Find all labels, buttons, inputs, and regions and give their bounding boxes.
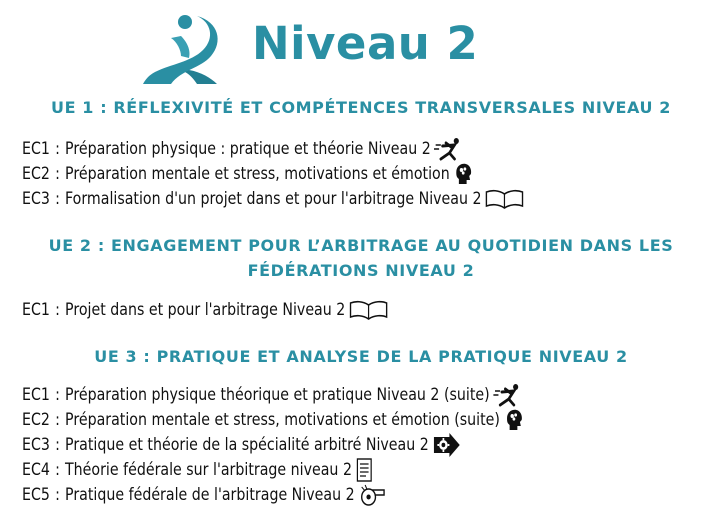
runner-icon	[434, 137, 463, 161]
ec-separator: :	[55, 410, 60, 429]
ec-code: EC2	[22, 410, 50, 429]
list-item	[22, 136, 524, 161]
list-item	[22, 482, 524, 507]
ec-label: Théorie fédérale sur l'arbitrage niveau 2	[65, 460, 352, 479]
ue2-ec-list	[22, 297, 448, 322]
list-item	[22, 407, 524, 432]
list-item	[22, 457, 524, 482]
ec-code: EC1	[22, 300, 50, 319]
ec-separator: :	[55, 435, 60, 454]
ec-code: EC4	[22, 460, 50, 479]
ec-separator: :	[55, 139, 60, 158]
open-book-icon	[349, 299, 389, 321]
list-item	[22, 297, 388, 322]
ue3-heading: UE 3 : PRATIQUE ET ANALYSE DE LA PRATIQUE NIVEAU 2	[94, 347, 628, 366]
header	[0, 0, 722, 90]
list-item	[22, 432, 524, 457]
ec-separator: :	[55, 460, 60, 479]
ec-code: EC2	[22, 164, 50, 183]
ue2-heading-line1: UE 2 : ENGAGEMENT POUR L’ARBITRAGE AU QUOTIDIEN DANS LES	[48, 236, 674, 255]
ec-label: Formalisation d'un projet dans et pour l'arbitrage Niveau 2	[65, 189, 482, 208]
list-item	[22, 186, 524, 211]
document-icon	[355, 458, 372, 482]
open-book-icon	[485, 188, 525, 210]
ec-separator: :	[55, 485, 60, 504]
ue1-ec-list	[22, 136, 606, 211]
ec-separator: :	[55, 164, 60, 183]
ec-separator: :	[55, 300, 60, 319]
ec-code: EC3	[22, 189, 50, 208]
ec-label: Préparation physique : pratique et théorie Niveau 2	[65, 139, 431, 158]
ec-label: Projet dans et pour l'arbitrage Niveau 2	[65, 300, 346, 319]
brain-head-icon	[503, 408, 524, 432]
whistle-icon	[358, 483, 386, 507]
ec-label: Préparation mentale et stress, motivations et émotion	[65, 164, 450, 183]
list-item	[22, 382, 524, 407]
ue1-heading: UE 1 : RÉFLEXIVITÉ ET COMPÉTENCES TRANSVERSALES NIVEAU 2	[51, 98, 671, 117]
ec-code: EC3	[22, 435, 50, 454]
runner-icon	[493, 383, 522, 407]
ec-label: Pratique et théorie de la spécialité arbitré Niveau 2	[65, 435, 429, 454]
ue2-heading-line2: FÉDÉRATIONS NIVEAU 2	[247, 261, 475, 280]
ec-separator: :	[55, 385, 60, 404]
ec-label: Préparation physique théorique et pratique Niveau 2 (suite)	[65, 385, 490, 404]
gear-arrow-icon	[432, 433, 461, 457]
list-item	[22, 161, 524, 186]
ec-label: Préparation mentale et stress, motivations et émotion (suite)	[65, 410, 500, 429]
page-title: Niveau 2	[252, 17, 479, 70]
brain-head-icon	[453, 162, 474, 186]
ec-code: EC1	[22, 139, 50, 158]
ec-label: Pratique fédérale de l'arbitrage Niveau 2	[65, 485, 355, 504]
ec-separator: :	[55, 189, 60, 208]
ue3-ec-list	[22, 382, 606, 507]
swimmer-logo-icon	[141, 12, 231, 86]
ec-code: EC5	[22, 485, 50, 504]
ec-code: EC1	[22, 385, 50, 404]
